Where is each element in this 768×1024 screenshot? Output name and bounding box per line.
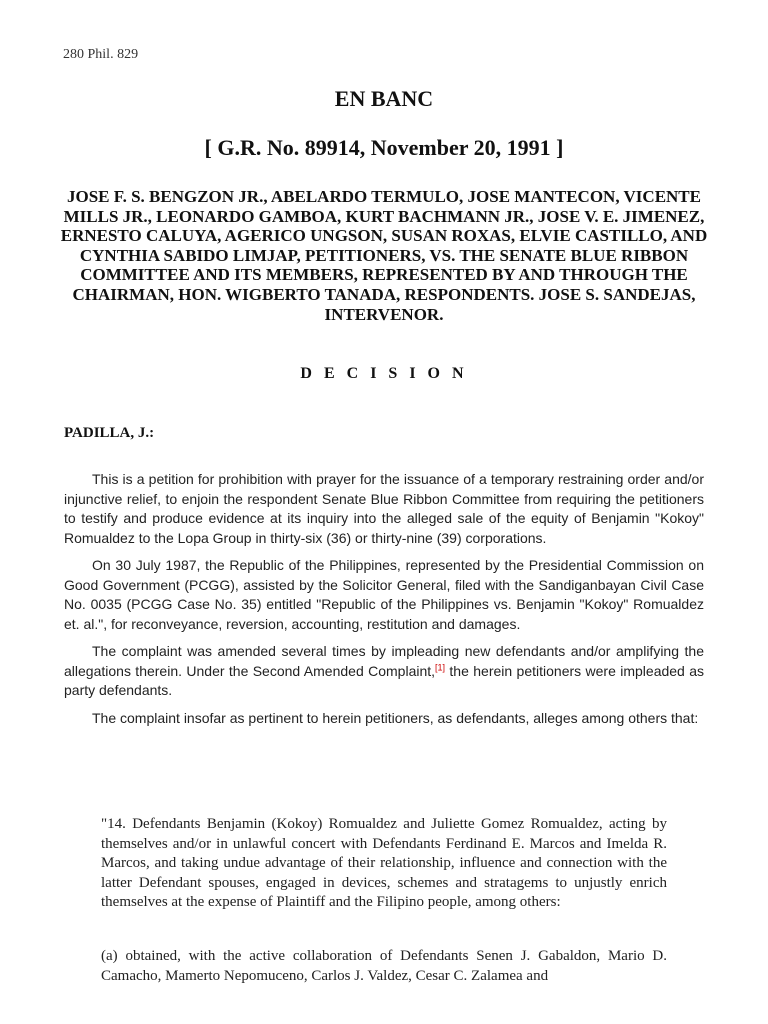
ponente: PADILLA, J.: [64,425,155,441]
court-division-heading: EN BANC [334,86,434,111]
paragraph-4: The complaint insofar as pertinent to herein petitioners, as defendants, alleges among others that: [92,709,699,726]
paragraph-3-text-start: The complaint was amended several times by impleading new defendants and/or amplifying the allegations therein. Under the Second Amended Complaint, [64,643,704,679]
case-citation: 280 Phil. 829 [63,47,139,62]
paragraph-3-text-end: the herein petitioners were impleaded as party defendants. [64,662,704,698]
case-parties: JOSE F. S. BENGZON JR., ABELARDO TERMULO, JOSE MANTECON, VICENTE MILLS JR., LEONARDO GAMBOA, KURT BACHMANN JR., JOSE V. E. JIMENEZ, ERNESTO CALUYA, AGERICO UNGSON, SUSAN ROXAS, ELVIE CASTILLO, AND CYNTHIA SABIDO LIMJAP, PETITIONERS, VS. THE SENATE BLUE RIBBON COMMITTEE AND ITS MEMBERS, REPRESENTED BY AND THROUGH THE CHAIRMAN, HON. WIGBERTO TANADA, RESPONDENTS. JOSE S. SANDEJAS, INTERVENOR. [60,187,708,324]
footnote-link-1[interactable]: [1] [435,661,446,672]
paragraph-1: This is a petition for prohibition with prayer for the issuance of a temporary restraining order and/or injunctive relief, to enjoin the respondent Senate Blue Ribbon Committee from requiring the petitioners to testify and produce evidence at its inquiry into the alleged sale of the equity of Benjamin "Kokoy" Romualdez to the Lopa Group in thirty-six (36) or thirty-nine (39) corporations. [64,471,704,546]
quoted-allegation-a: (a) obtained, with the active collaboration of Defendants Senen J. Gabaldon, Mario D. Camacho, Mamerto Nepomuceno, Carlos J. Valdez, Cesar C. Zalamea and [101,948,667,984]
case-number-heading: [ G.R. No. 89914, November 20, 1991 ] [204,135,564,160]
quoted-allegation-14: "14. Defendants Benjamin (Kokoy) Romualdez and Juliette Gomez Romualdez, acting by themselves and/or in unlawful concert with Defendants Ferdinand E. Marcos and Imelda R. Marcos, and taking undue advantage of their relationship, influence and connection with the latter Defendant spouses, engaged in devices, schemes and stratagems to unjustly enrich themselves at the expense of Plaintiff and the Filipino people, among others: [101,816,667,910]
paragraph-2: On 30 July 1987, the Republic of the Philippines, represented by the Presidential Commission on Good Government (PCGG), assisted by the Solicitor General, filed with the Sandiganbayan Civil Case No. 0035 (PCGG Case No. 35) entitled "Republic of the Philippines vs. Benjamin "Kokoy" Romualdez et. al.", for reconveyance, reversion, accounting, restitution and damages. [64,557,704,632]
decision-heading: D E C I S I O N [300,365,468,382]
decision-body [64,470,704,736]
paragraph-3 [64,642,704,701]
